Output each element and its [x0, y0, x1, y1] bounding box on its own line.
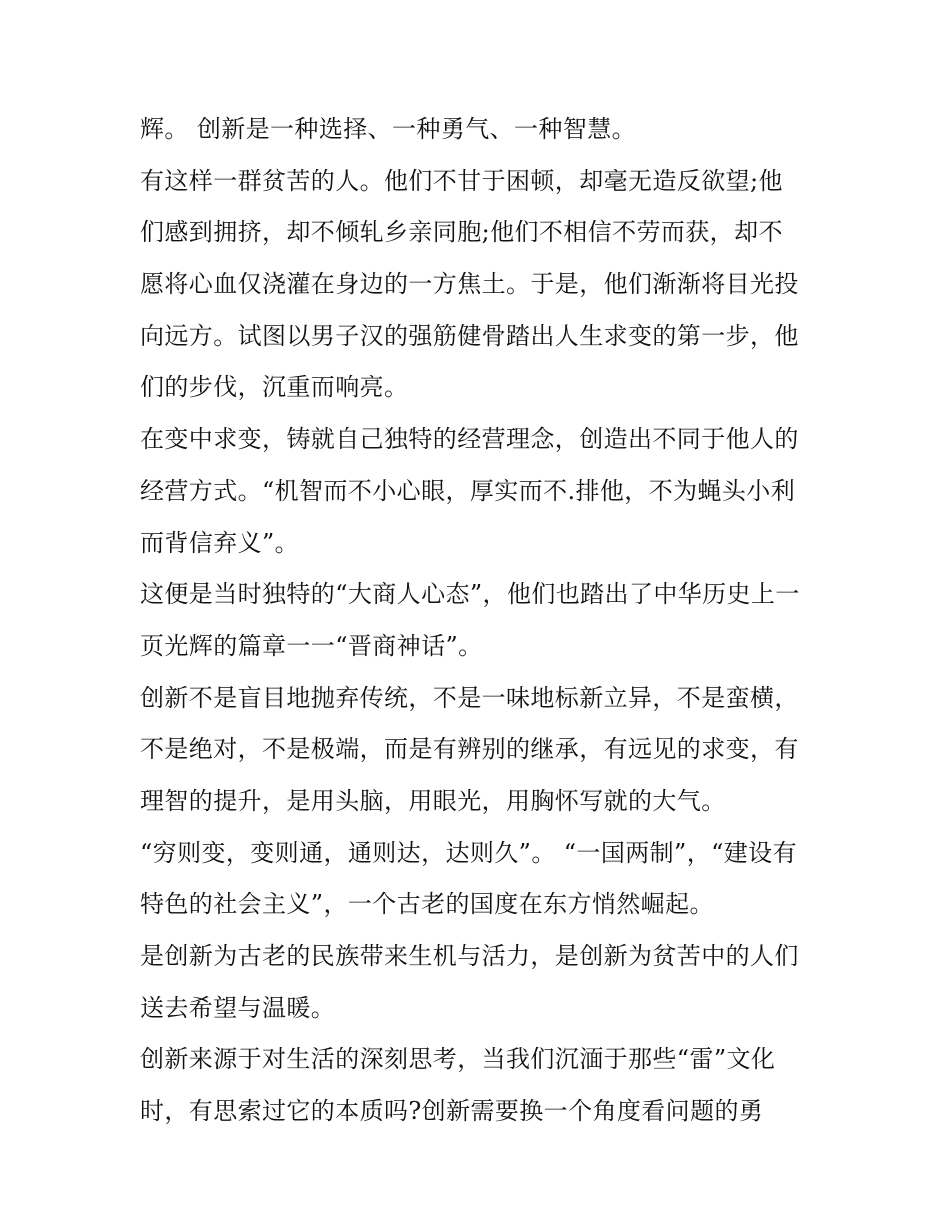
- text-line: 向远方。试图以男子汉的强筋健骨踏出人生求变的第一步，他: [140, 321, 799, 350]
- text-line: 送去希望与温暖。: [140, 993, 336, 1022]
- text-line: 理智的提升，是用头脑，用眼光，用胸怀写就的大气。: [140, 786, 726, 815]
- text-line: 这便是当时独特的“大商人心态”，他们也踏出了中华历史上一: [140, 580, 800, 609]
- text-line: 辉。 创新是一种选择、一种勇气、一种智慧。: [140, 115, 637, 143]
- text-line: 经营方式。“机智而不小心眼，厚实而不.排他，不为蝇头小利: [140, 476, 796, 505]
- text-line: 愿将心血仅浇灌在身边的一方焦土。于是，他们渐渐将目光投: [140, 270, 799, 299]
- text-line: 创新来源于对生活的深刻思考，当我们沉湎于那些“雷”文化: [140, 1045, 776, 1074]
- text-line: 是创新为古老的民族带来生机与活力，是创新为贫苦中的人们: [140, 942, 799, 970]
- body-text: [140, 107, 820, 1141]
- text-line: 页光辉的篇章一一“晋商神话”。: [140, 631, 483, 660]
- text-line: 而背信弃义”。: [140, 528, 300, 557]
- text-line: 们感到拥挤，却不倾轧乡亲同胞;他们不相信不劳而获，却不: [140, 218, 783, 247]
- text-line: “穷则变，变则通，通则达，达则久”。 “一国两制”，“建设有: [140, 838, 797, 867]
- text-line: 不是绝对，不是极端，而是有辨别的继承，有远见的求变，有: [140, 735, 799, 764]
- text-line: 们的步伐，沉重而响亮。: [140, 373, 409, 402]
- text-line: 创新不是盲目地抛弃传统，不是一味地标新立异，不是蛮横，: [140, 683, 799, 712]
- text-line: 时，有思索过它的本质吗?创新需要换一个角度看问题的勇: [140, 1097, 764, 1126]
- text-line: 有这样一群贫苦的人。他们不甘于困顿，却毫无造反欲望;他: [140, 166, 783, 195]
- text-line: 在变中求变，铸就自己独特的经营理念，创造出不同于他人的: [140, 425, 799, 454]
- text-line: 特色的社会主义”，一个古老的国度在东方悄然崛起。: [140, 890, 714, 919]
